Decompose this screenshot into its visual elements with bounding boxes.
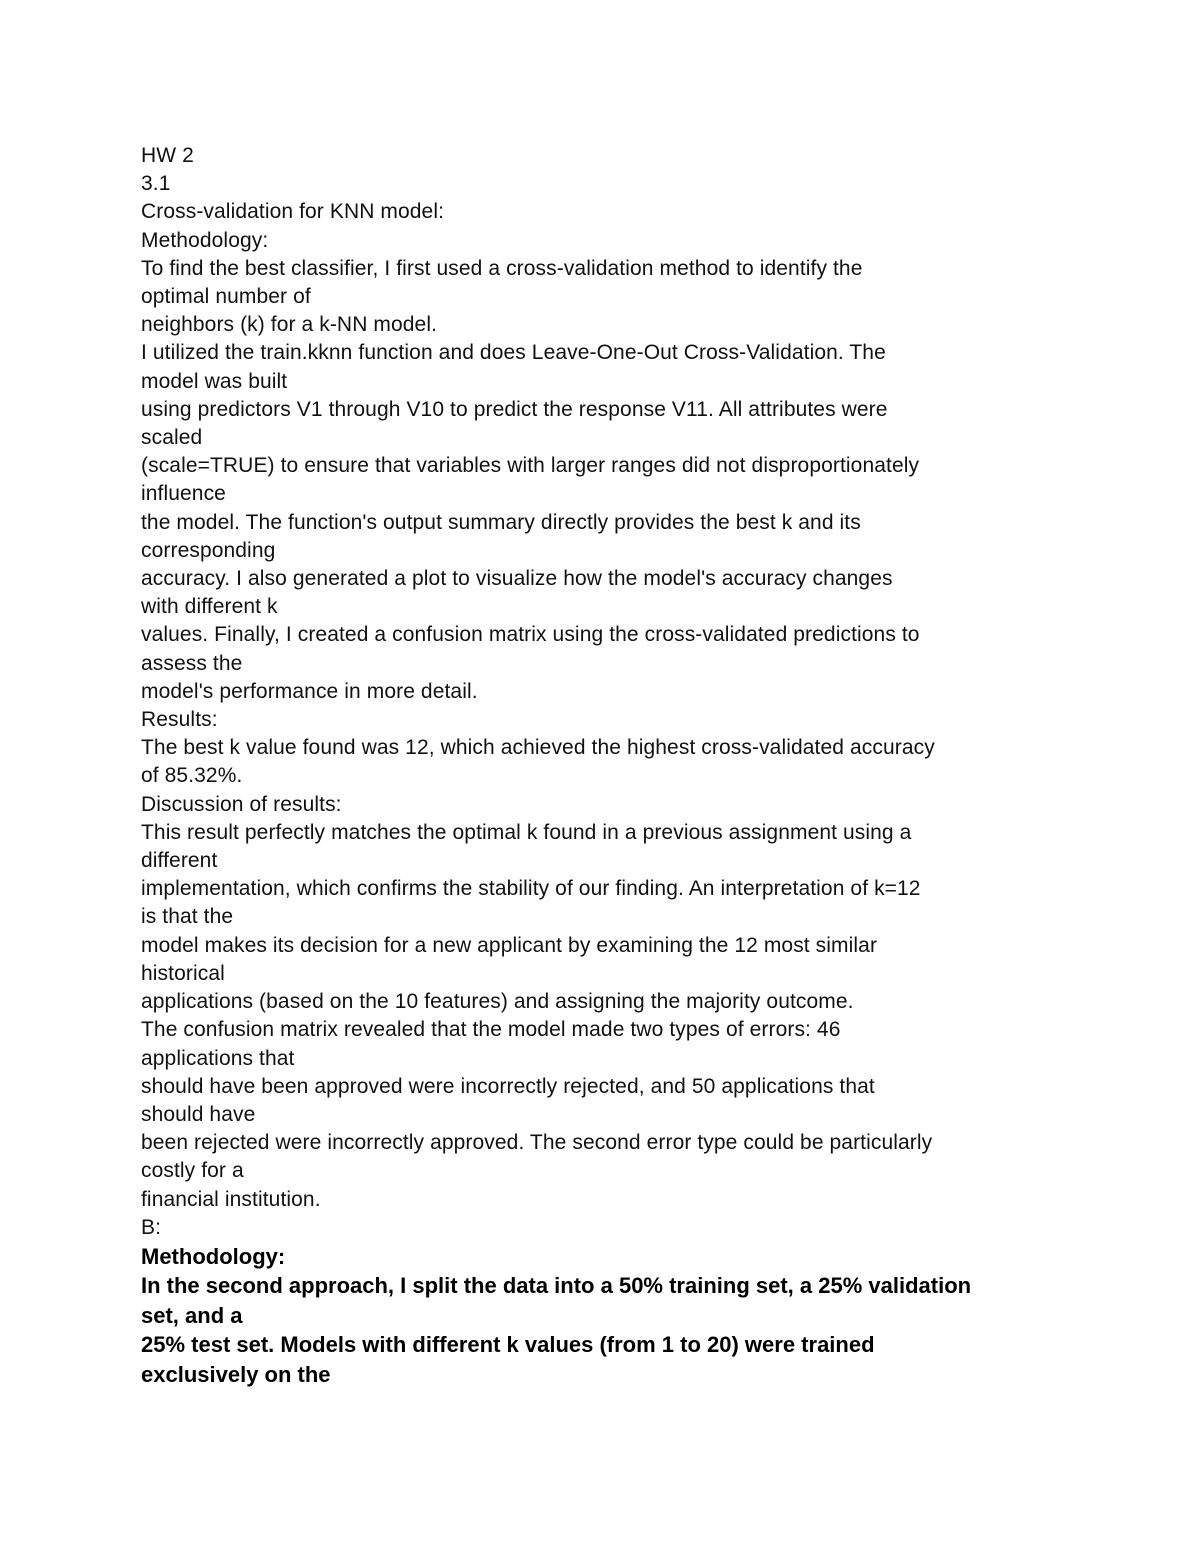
discussion-heading: Discussion of results: xyxy=(141,792,342,816)
text-line: The confusion matrix revealed that the model made two types of errors: 46 xyxy=(141,1018,841,1042)
text-line: with different k xyxy=(141,595,278,619)
text-line: different xyxy=(141,849,218,873)
text-line: scaled xyxy=(141,426,203,450)
text-line: assess the xyxy=(141,651,243,675)
section-heading: Cross-validation for KNN model: xyxy=(141,200,445,224)
text-line: should have been approved were incorrectly rejected, and 50 applications that xyxy=(141,1074,875,1098)
text-line: optimal number of xyxy=(141,285,311,309)
section-number: 3.1 xyxy=(141,172,171,196)
text-line: been rejected were incorrectly approved. The second error type could be particularly xyxy=(141,1131,933,1155)
bold-methodology-heading: Methodology: xyxy=(141,1243,286,1269)
text-line: is that the xyxy=(141,905,234,929)
text-line: using predictors V1 through V10 to predict the response V11. All attributes were xyxy=(141,397,888,421)
bold-text-line: In the second approach, I split the data into a 50% training set, a 25% validation xyxy=(141,1273,972,1299)
part-b-label: B: xyxy=(141,1215,162,1239)
text-line: model makes its decision for a new applicant by examining the 12 most similar xyxy=(141,933,878,957)
text-line: applications that xyxy=(141,1046,295,1070)
bold-text-line: set, and a xyxy=(141,1302,243,1328)
text-line: implementation, which confirms the stability of our finding. An interpretation of k=12 xyxy=(141,877,921,901)
doc-title: HW 2 xyxy=(141,144,194,167)
text-line: financial institution. xyxy=(141,1187,321,1211)
text-line: values. Finally, I created a confusion matrix using the cross-validated predictions to xyxy=(141,623,920,647)
document-body xyxy=(141,142,1066,1389)
text-line: I utilized the train.kknn function and does Leave-One-Out Cross-Validation. The xyxy=(141,341,886,365)
text-line: the model. The function's output summary directly provides the best k and its xyxy=(141,510,861,534)
text-line: costly for a xyxy=(141,1159,244,1183)
text-line: neighbors (k) for a k-NN model. xyxy=(141,313,438,337)
text-line: historical xyxy=(141,961,225,985)
results-heading: Results: xyxy=(141,708,218,732)
text-line: should have xyxy=(141,1102,256,1126)
text-line: The best k value found was 12, which achieved the highest cross-validated accuracy xyxy=(141,736,935,760)
text-line: This result perfectly matches the optimal k found in a previous assignment using a xyxy=(141,820,912,844)
text-line: of 85.32%. xyxy=(141,764,243,788)
text-line: To find the best classifier, I first used a cross-validation method to identify the xyxy=(141,256,863,280)
text-line: influence xyxy=(141,482,226,506)
text-line: accuracy. I also generated a plot to visualize how the model's accuracy changes xyxy=(141,567,893,591)
bold-text-line: 25% test set. Models with different k values (from 1 to 20) were trained xyxy=(141,1332,875,1358)
text-line: applications (based on the 10 features) and assigning the majority outcome. xyxy=(141,990,854,1014)
text-line: model's performance in more detail. xyxy=(141,679,478,703)
methodology-heading: Methodology: xyxy=(141,228,269,252)
text-line: (scale=TRUE) to ensure that variables with larger ranges did not disproportionately xyxy=(141,454,920,478)
bold-text-line: exclusively on the xyxy=(141,1361,331,1387)
text-line: corresponding xyxy=(141,538,276,562)
text-line: model was built xyxy=(141,369,288,393)
